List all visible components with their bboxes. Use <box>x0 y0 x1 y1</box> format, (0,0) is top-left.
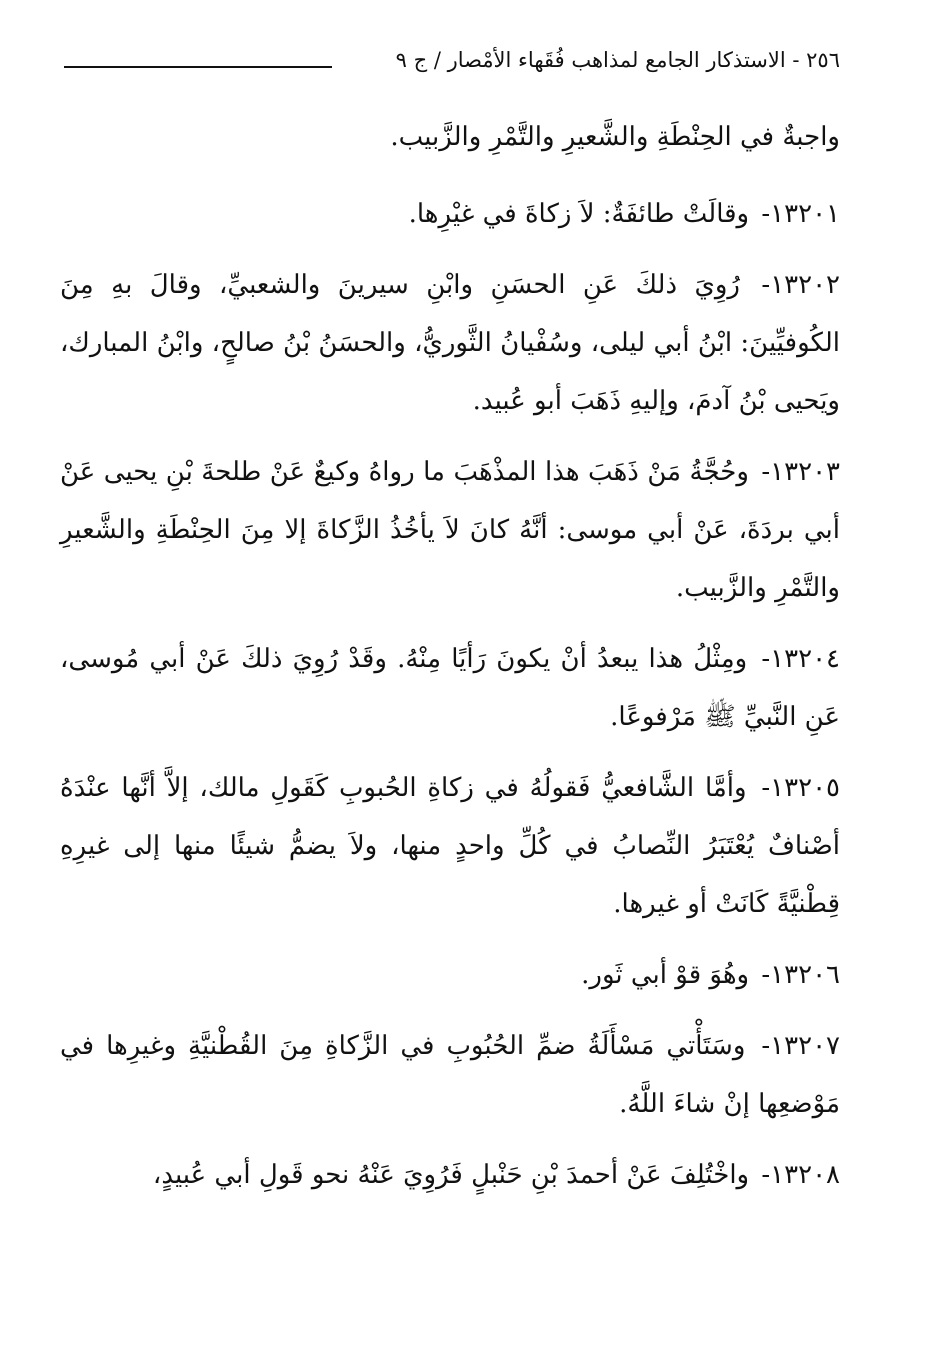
header-text: ٢٥٦ - الاستذكار الجامع لمذاهب فُقَهاء الأمْصار / ج ٩ <box>395 48 840 72</box>
paragraph-text: ومِثْلُ هذا يبعدُ أنْ يكونَ رَأيًا مِنْهُ. وقَدْ رُوِيَ ذلكَ عَنْ أبي مُوسى، عَنِ النَّبيِّ ﷺ مَرْفوعًا. <box>60 644 840 732</box>
header-rule <box>64 66 332 68</box>
paragraph-number: ١٣٢٠٣- <box>761 457 840 487</box>
paragraph-text: وسَتَأْتي مَسْأَلَةُ ضمِّ الحُبُوبِ في الزَّكاةِ مِنَ القُطْنيَّةِ وغيرِها في مَوْضعِها إنْ شاءَ اللَّهُ. <box>60 1031 840 1119</box>
paragraph-number: ١٣٢٠١- <box>761 199 840 229</box>
paragraph-text: وهُوَ قوْ أبي ثَور. <box>581 960 750 990</box>
paragraph-13208 <box>60 1146 840 1204</box>
continuation-text: واجبةٌ في الحِنْطَةِ والشَّعيرِ والتَّمْرِ والزَّبيب. <box>390 122 840 152</box>
paragraph-number: ١٣٢٠٥- <box>761 773 840 803</box>
paragraph-13207 <box>60 1017 840 1133</box>
page-body <box>60 108 840 1217</box>
paragraph-number: ١٣٢٠٦- <box>761 960 840 990</box>
paragraph-text: رُوِيَ ذلكَ عَنِ الحسَنِ وابْنِ سيرينَ والشعبيِّ، وقالَ بهِ مِنَ الكُوفيِّينَ: ابْنُ أبي ليلى، وسُفْيانُ الثَّوريُّ، والحسَنُ بْنُ صالحٍ، وابْنُ المبارك، ويَحيى بْنُ آدمَ، وإليهِ ذَهَبَ أبو عُبيد. <box>60 270 840 416</box>
paragraph-number: ١٣٢٠٨- <box>761 1160 840 1190</box>
paragraph-13205 <box>60 759 840 933</box>
paragraph-number: ١٣٢٠٧- <box>761 1031 840 1061</box>
paragraph-text: واخْتُلِفَ عَنْ أحمدَ بْنِ حَنْبلٍ فَرُوِيَ عَنْهُ نحو قَولِ أبي عُبيدٍ، <box>152 1160 750 1190</box>
paragraph-13206 <box>60 946 840 1004</box>
paragraph-13203 <box>60 443 840 617</box>
continuation-paragraph <box>60 108 840 166</box>
running-header <box>60 46 840 82</box>
paragraph-13204 <box>60 630 840 746</box>
paragraph-text: وحُجَّةُ مَنْ ذَهَبَ هذا المذْهَبَ ما رواهُ وكيعٌ عَنْ طلحةَ بْنِ يحيى عَنْ أبي بردَةَ، عَنْ أبي موسى: أنَّهُ كانَ لاَ يأخُذُ الزَّكاةَ إلا مِنَ الحِنْطَةِ والشَّعيرِ والتَّمْرِ والزَّبيب. <box>60 457 840 603</box>
paragraph-number: ١٣٢٠٢- <box>761 270 841 300</box>
paragraph-13202 <box>60 256 840 430</box>
paragraph-13201 <box>60 185 840 243</box>
paragraph-number: ١٣٢٠٤- <box>761 644 840 674</box>
paragraph-text: وأمَّا الشَّافعيُّ فَقولُهُ في زكاةِ الحُبوبِ كَقَولِ مالك، إلاَّ أنَّها عنْدَهُ أصْنافٌ يُعْتَبَرُ النِّصابُ في كُلِّ واحدٍ منها، ولاَ يضمُّ شيئًا منها إلى غيرِهِ قِطْنيَّةً كَانَتْ أو غيرها. <box>60 773 840 919</box>
paragraph-text: وقالَتْ طائفَةٌ: لاَ زكاةَ في غيْرِها. <box>408 199 750 229</box>
